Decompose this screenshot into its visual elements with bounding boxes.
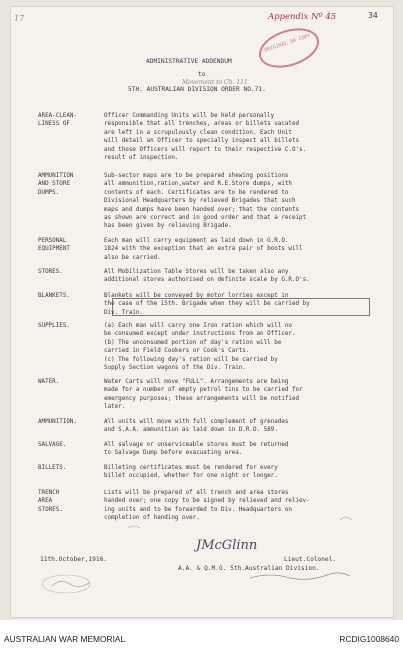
footer-left: AUSTRALIAN WAR MEMORIAL <box>4 634 126 644</box>
section-text-water: Water Carts will move "FULL". Arrangements are being made for a number of empty petrol tins to be carried for emergency purposes; these arrangements will be notified later. <box>104 379 303 411</box>
section-text-ammunition: All units will move with full complement of grenades and S.A.A. ammunition as laid down in D.R.O. 589. <box>104 419 289 434</box>
title-line-3: 5TH. AUSTRALIAN DIVISION ORDER NO.71. <box>128 86 266 93</box>
margin-mark: 17 <box>14 14 25 23</box>
section-text-blankets: Blankets will be conveyed by motor lorries except in the case of the 15th. Brigade when they will be carried by Div. Train. <box>104 293 310 316</box>
section-text-trench-area-stores: Lists will be prepared of all trench and area stores handed over; one copy to be signed by relieved and reliev- ing units and to be forwarded to Div. Headquarters on completion of handing over. <box>104 490 310 522</box>
section-label-supplies: SUPPLIES. <box>38 323 70 329</box>
section-label-ammunition: AMMUNITION. <box>38 419 78 425</box>
section-label-ammunition-store: AMMUNITION AND STORE DUMPS. <box>38 173 74 196</box>
closing-rank: Lieut.Colonel. <box>284 556 337 563</box>
appendix-label: Appendix Nº 45 <box>268 12 337 22</box>
section-label-trench-area-stores: TRENCH AREA STORES. <box>38 490 63 513</box>
section-label-personal-equipment: PERSONAL EQUIPMENT <box>38 238 70 253</box>
section-label-billets: BILLETS. <box>38 465 67 471</box>
title-annotation: Movement to Ch. 111 <box>182 79 248 86</box>
section-text-supplies: (a) Each man will carry one Iron ration which will no be consumed except under instructions from an Officer. (b) The unconsumed portion of day's ration will be carried in Field Cookers or Cook's Carts. (c) The following day's ration will be carried by Supply Section wagons of the Div. Train. <box>104 323 296 372</box>
section-label-water: WATER. <box>38 379 60 385</box>
closing-appointment: A.A. & Q.M.G. 5th.Australian Division. <box>178 565 320 572</box>
section-label-stores: STORES. <box>38 269 63 275</box>
footer-right: RCDIG1008640 <box>339 634 399 644</box>
pencil-scribble-right <box>250 573 350 579</box>
pencil-circle-left <box>42 575 90 593</box>
section-text-area-cleanliness: Officer Commanding Units will be held personally responsible that all trenches, areas or billets vacated are left in a scrupulously clean condition. Each Unit will detail an Officer to specially inspect all billets and those Officers will report to their respective C.O's. result of inspection. <box>104 113 307 162</box>
section-text-billets: Billeting certificates must be rendered for every billet occupied, whether for one night or longer. <box>104 465 278 480</box>
stamp-text: ORIGINAL OR COPY <box>263 32 312 54</box>
closing-date: 11th.October,1916. <box>40 556 108 563</box>
section-text-ammunition-store: Sub-sector maps are to be prepared shewing positions all ammunition,ration,water and R.E.Store dumps, with contents of each. Certificates are to be rendered to Divisional Headquarters by relieved Brigades that such maps and dumps have been handed over; that the contents as shown are correct and in good order and that a receipt has been given by relieving Brigade. <box>104 173 307 230</box>
section-label-salvage: SALVAGE. <box>38 442 67 448</box>
title-line-1: ADMINISTRATIVE ADDENDUM <box>146 58 232 65</box>
section-text-salvage: All salvage or unserviceable stores must be returned to Salvage Dump before evacuating area. <box>104 442 289 457</box>
section-text-stores: All Mobilization Table Stores will be taken also any additional stores authorised on definite scale by G.R.O's. <box>104 269 310 284</box>
page-number: 34 <box>368 11 378 20</box>
section-text-personal-equipment: Each man will carry equipment as laid down in G.R.O. 1824 with the exception that an extra pair of boots will also be carried. <box>104 238 303 261</box>
section-label-blankets: BLANKETS. <box>38 293 70 299</box>
signature: JMcGlinn <box>196 538 258 553</box>
title-line-2: to <box>198 71 206 78</box>
section-label-area-cleanliness: AREA-CLEAN- LINESS OF <box>38 113 78 128</box>
pencil-scribble-margin <box>128 517 352 528</box>
pencil-scribble-left <box>52 581 90 586</box>
